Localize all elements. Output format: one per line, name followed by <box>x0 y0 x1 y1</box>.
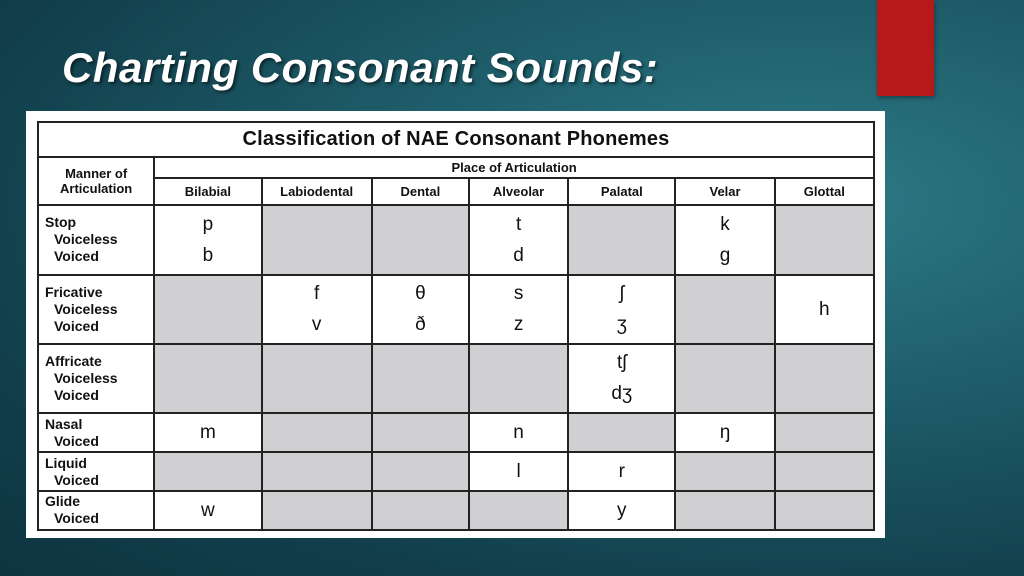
place-header: Place of Articulation <box>154 157 874 179</box>
phoneme-symbol: w <box>201 499 215 521</box>
chart-title: Classification of NAE Consonant Phonemes <box>38 122 874 157</box>
phoneme-symbol: s <box>513 283 524 305</box>
phoneme-symbol: dʒ <box>611 383 633 405</box>
empty-cell <box>675 275 774 344</box>
voicing-label: Voiceless <box>54 231 118 248</box>
phoneme-symbol: tʃ <box>617 352 627 374</box>
empty-cell <box>372 205 469 274</box>
voicing-label: Voiced <box>54 471 99 488</box>
phoneme-symbol: l <box>516 461 521 482</box>
phoneme-cell <box>568 275 675 344</box>
manner-row-nasal <box>38 413 874 452</box>
column-header-row <box>38 178 874 205</box>
voicing-label: Voiced <box>54 510 99 527</box>
phoneme-cell <box>154 491 261 530</box>
empty-cell <box>262 205 372 274</box>
row-label-nasal <box>38 413 154 452</box>
phoneme-symbol: v <box>311 314 322 336</box>
phoneme-symbol: ʃ <box>619 283 624 305</box>
empty-cell <box>262 452 372 491</box>
empty-cell <box>262 344 372 413</box>
empty-cell <box>154 344 261 413</box>
empty-cell <box>775 205 874 274</box>
empty-cell <box>775 413 874 452</box>
manner-label: Nasal <box>45 415 83 432</box>
phoneme-symbol: p <box>202 213 214 235</box>
manner-row-affricate <box>38 344 874 413</box>
phoneme-symbol: n <box>513 422 524 444</box>
empty-cell <box>372 452 469 491</box>
column-header-alveolar: Alveolar <box>469 178 568 205</box>
phoneme-symbol: t <box>515 213 522 235</box>
empty-cell <box>372 413 469 452</box>
phoneme-cell <box>469 413 568 452</box>
manner-label: Stop <box>45 214 77 231</box>
empty-cell <box>262 491 372 530</box>
empty-cell <box>469 491 568 530</box>
phoneme-symbol: r <box>618 461 625 482</box>
manner-label: Liquid <box>45 454 87 471</box>
phoneme-symbol: h <box>819 298 830 320</box>
accent-bar <box>877 0 934 96</box>
voicing-label: Voiced <box>54 432 99 449</box>
phoneme-symbol: ŋ <box>719 422 731 444</box>
empty-cell <box>469 344 568 413</box>
phoneme-symbol: m <box>199 422 216 444</box>
consonant-chart-figure <box>26 111 885 538</box>
phoneme-cell <box>775 275 874 344</box>
manner-header: Manner of Articulation <box>38 157 154 206</box>
column-header-labiodental: Labiodental <box>262 178 372 205</box>
phoneme-symbol: ð <box>415 314 426 336</box>
row-label-stop <box>38 205 154 274</box>
manner-label: Affricate <box>45 352 102 369</box>
slide-title: Charting Consonant Sounds: <box>62 44 659 91</box>
voicing-label: Voiced <box>54 317 99 334</box>
manner-row-stop <box>38 205 874 274</box>
empty-cell <box>154 452 261 491</box>
phoneme-cell <box>262 275 372 344</box>
voicing-label: Voiced <box>54 248 99 265</box>
empty-cell <box>154 275 261 344</box>
column-header-velar: Velar <box>675 178 774 205</box>
voicing-label: Voiceless <box>54 300 118 317</box>
column-header-dental: Dental <box>372 178 469 205</box>
empty-cell <box>775 344 874 413</box>
phoneme-cell <box>154 205 261 274</box>
manner-row-fricative <box>38 275 874 344</box>
phoneme-cell <box>154 413 261 452</box>
empty-cell <box>568 413 675 452</box>
row-label-glide <box>38 491 154 530</box>
phoneme-symbol: b <box>202 244 214 266</box>
phoneme-symbol: y <box>617 499 627 521</box>
phoneme-symbol: f <box>313 283 320 305</box>
manner-label: Fricative <box>45 283 103 300</box>
voicing-label: Voiced <box>54 386 99 403</box>
phoneme-cell <box>675 205 774 274</box>
manner-row-glide <box>38 491 874 530</box>
phoneme-cell <box>568 452 675 491</box>
empty-cell <box>675 491 774 530</box>
empty-cell <box>675 452 774 491</box>
empty-cell <box>262 413 372 452</box>
consonant-chart-table <box>37 121 875 531</box>
empty-cell <box>675 344 774 413</box>
phoneme-symbol: z <box>513 314 524 336</box>
column-header-glottal: Glottal <box>775 178 874 205</box>
empty-cell <box>372 491 469 530</box>
phoneme-symbol: ʒ <box>616 314 627 336</box>
phoneme-cell <box>469 205 568 274</box>
empty-cell <box>568 205 675 274</box>
manner-row-liquid <box>38 452 874 491</box>
phoneme-cell <box>568 344 675 413</box>
phoneme-symbol: g <box>719 244 731 266</box>
voicing-label: Voiceless <box>54 369 118 386</box>
phoneme-symbol: θ <box>415 283 426 305</box>
empty-cell <box>775 491 874 530</box>
phoneme-cell <box>469 452 568 491</box>
row-label-liquid <box>38 452 154 491</box>
empty-cell <box>775 452 874 491</box>
phoneme-cell <box>372 275 469 344</box>
phoneme-symbol: d <box>513 244 524 266</box>
row-label-fricative <box>38 275 154 344</box>
phoneme-cell <box>469 275 568 344</box>
manner-label: Glide <box>45 493 81 510</box>
empty-cell <box>372 344 469 413</box>
phoneme-cell <box>675 413 774 452</box>
phoneme-cell <box>568 491 675 530</box>
column-header-bilabial: Bilabial <box>154 178 261 205</box>
row-label-affricate <box>38 344 154 413</box>
column-header-palatal: Palatal <box>568 178 675 205</box>
phoneme-symbol: k <box>720 213 730 235</box>
